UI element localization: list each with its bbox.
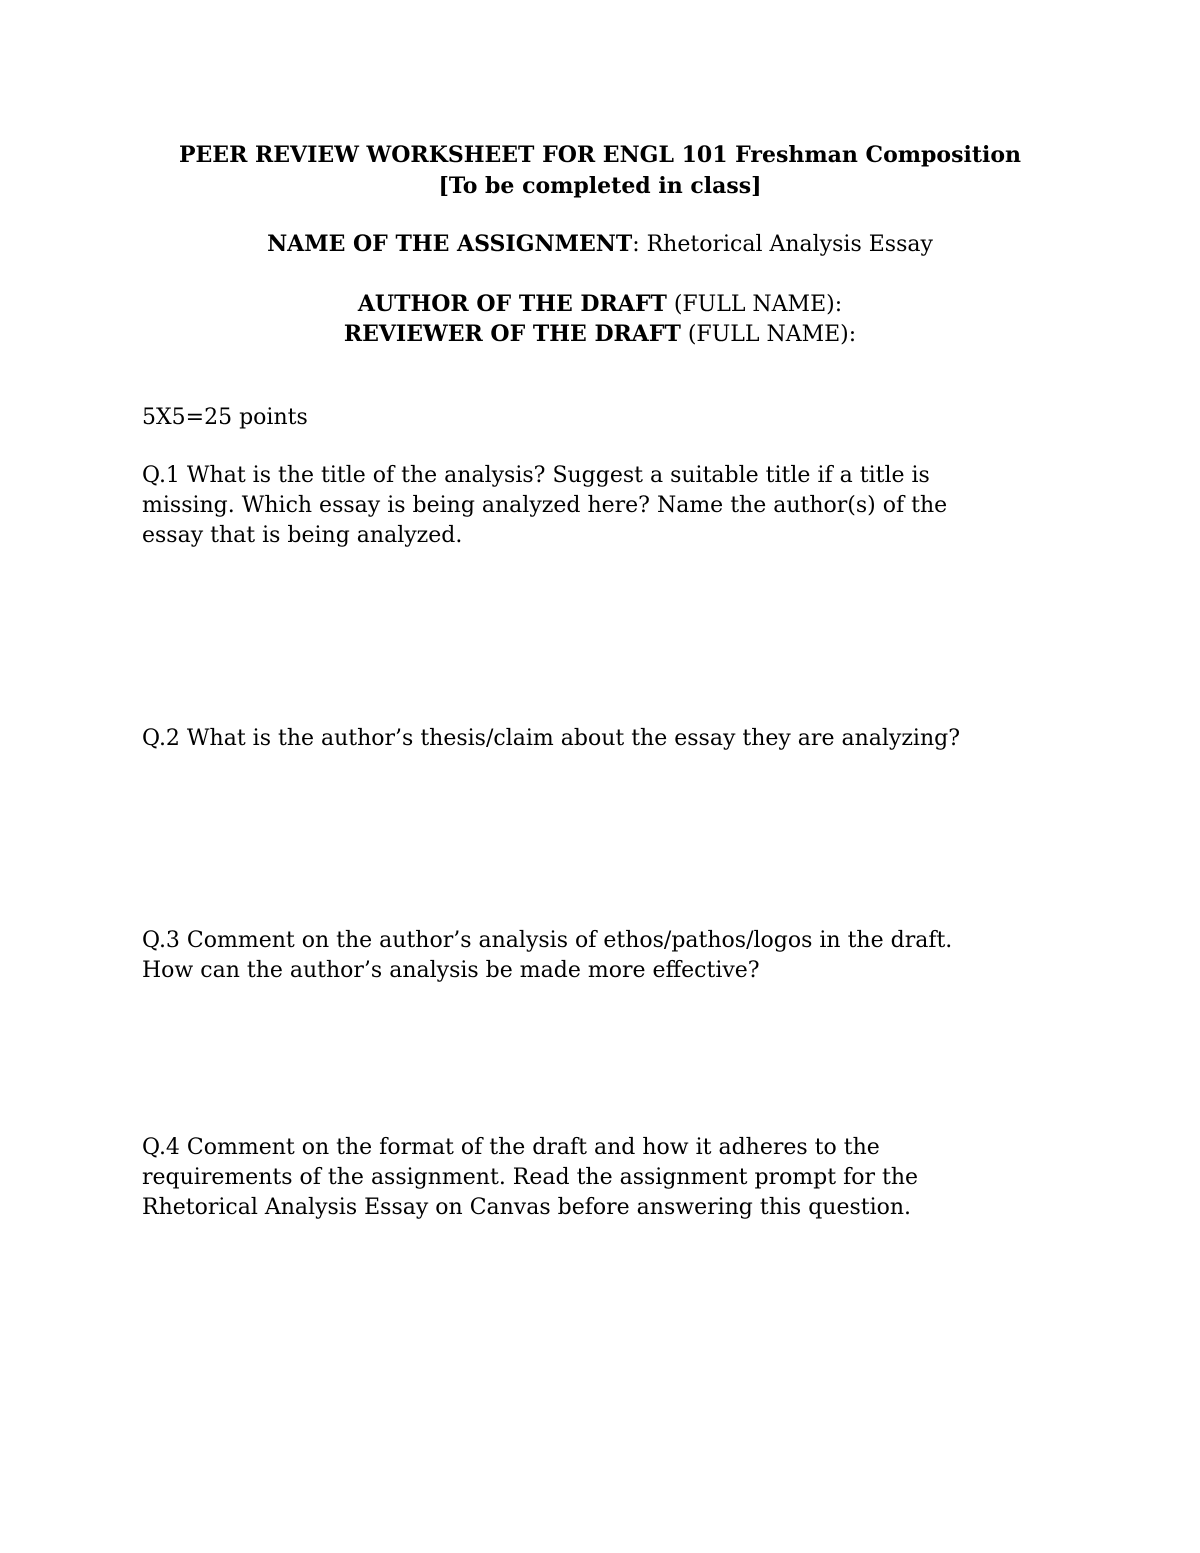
reviewer-field-line	[0, 319, 1200, 350]
points-text: 5X5=25 points	[142, 405, 308, 430]
assignment-name-separator: :	[632, 232, 640, 257]
author-field-suffix: (FULL NAME):	[666, 292, 843, 317]
author-field-label: AUTHOR OF THE DRAFT	[357, 291, 667, 317]
question-line: missing. Which essay is being analyzed here? Name the author(s) of the	[142, 493, 948, 518]
assignment-name-value: Rhetorical Analysis Essay	[639, 232, 933, 257]
assignment-name-label: NAME OF THE ASSIGNMENT	[267, 231, 633, 257]
assignment-name-line	[0, 229, 1200, 260]
worksheet-subtitle: [To be completed in class]	[438, 173, 762, 199]
question-line: Q.1 What is the title of the analysis? Suggest a suitable title if a title is	[142, 463, 930, 488]
worksheet-title: PEER REVIEW WORKSHEET FOR ENGL 101 Freshman Composition	[178, 142, 1022, 168]
reviewer-field-label: REVIEWER OF THE DRAFT	[343, 321, 681, 347]
question-line: Q.3 Comment on the author’s analysis of ethos/pathos/logos in the draft.	[142, 928, 953, 953]
author-field-line	[0, 289, 1200, 320]
question-line: Q.2 What is the author’s thesis/claim about the essay they are analyzing?	[142, 726, 960, 751]
question-line: Rhetorical Analysis Essay on Canvas before answering this question.	[142, 1195, 912, 1220]
question-line: How can the author’s analysis be made more effective?	[142, 958, 760, 983]
reviewer-field-suffix: (FULL NAME):	[680, 322, 857, 347]
question-line: requirements of the assignment. Read the assignment prompt for the	[142, 1165, 919, 1190]
question-line: essay that is being analyzed.	[142, 523, 463, 548]
question-line: Q.4 Comment on the format of the draft and how it adheres to the	[142, 1135, 880, 1160]
